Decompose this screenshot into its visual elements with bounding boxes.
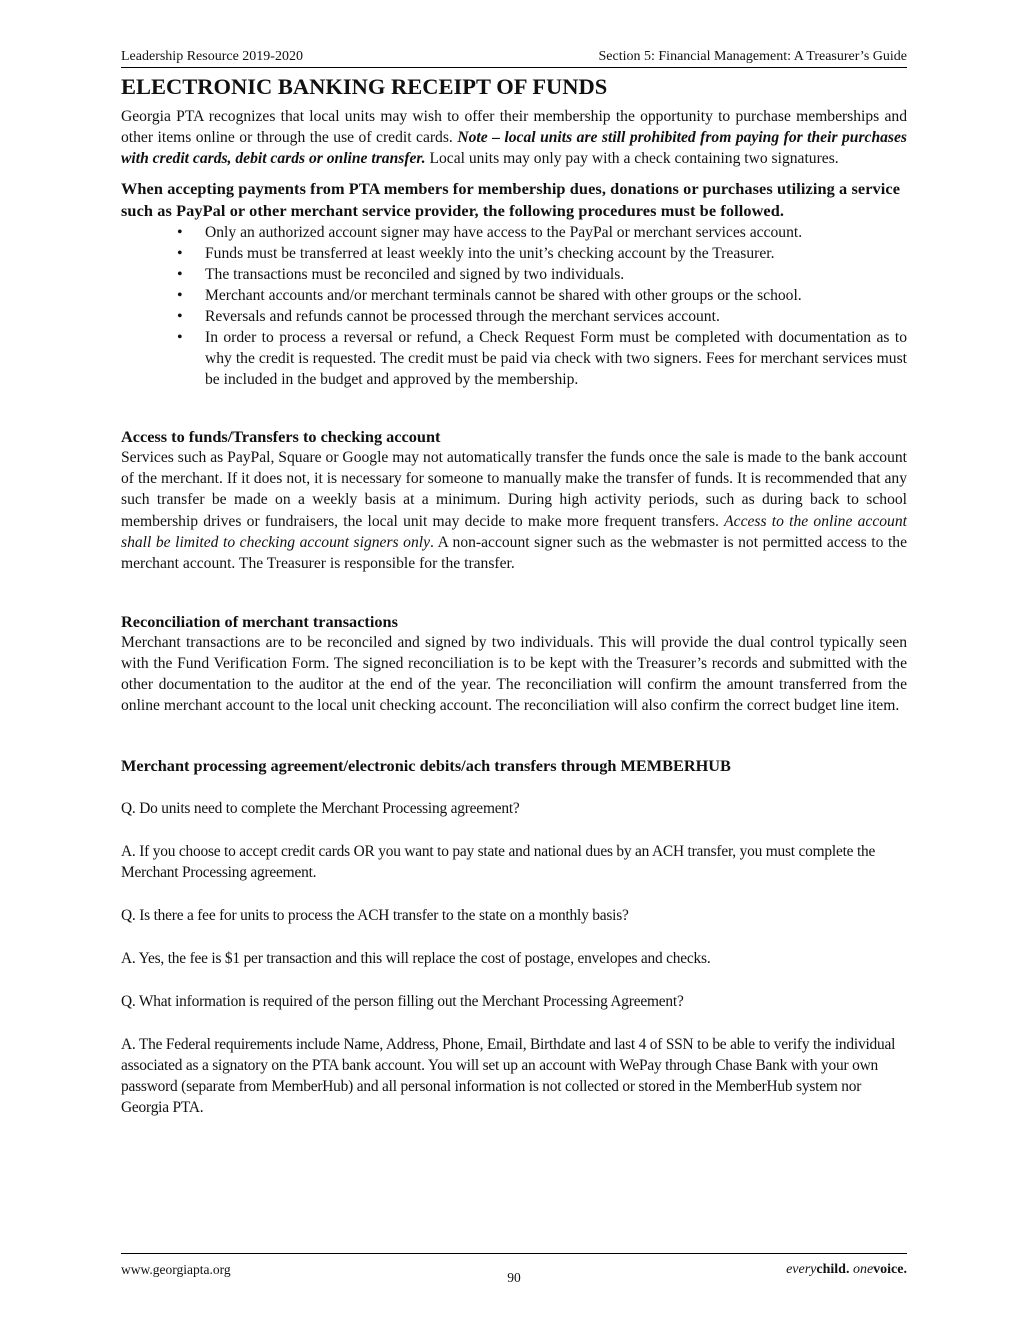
reconciliation-paragraph: Merchant transactions are to be reconciled and signed by two individuals. This will provide the dual control typically seen with the Fund Verification Form. The signed reconciliation is to be kept with the Treasurer’s records and submitted with the other documentation to the auditor at the end of the year. The reconciliation will confirm the amount transferred from the online merchant account to the local unit checking account. The reconciliation will also confirm the correct budget line item.: [121, 633, 907, 715]
slogan-part: every: [786, 1262, 817, 1277]
page-number: 90: [507, 1270, 521, 1285]
access-paragraph: [121, 447, 907, 574]
slogan-part: one: [849, 1262, 874, 1277]
header-left: Leadership Resource 2019-2020: [121, 49, 303, 64]
procedures-lead: When accepting payments from PTA members for membership dues, donations or purchases utilizing a service such as PayPal or other merchant service provider, the following procedures must be followed.: [121, 179, 901, 221]
intro-note: Note – local units are still prohibited from paying for their purchases with credit cards, debit cards or online transfer.: [121, 129, 907, 168]
list-item: • In order to process a reversal or refund, a Check Request Form must be completed with documentation as to why the credit is requested. The credit must be paid via check with two signers. Fees for merchant services must be included in the budget and approved by the membership.: [121, 327, 907, 390]
access-text-b: . A non-account signer such as the webmaster is not permitted access to the merchant account. The Treasurer is responsible for the transfer.: [121, 533, 907, 572]
faq-question: Q. What information is required of the person filling out the Merchant Processing Agreement?: [121, 993, 684, 1011]
page-footer: [121, 1253, 907, 1285]
footer-website-link[interactable]: www.georgiapta.org: [121, 1262, 231, 1277]
faq-question: Q. Do units need to complete the Merchant Processing agreement?: [121, 800, 520, 818]
header-right: Section 5: Financial Management: A Treasurer’s Guide: [598, 49, 907, 64]
list-item: • The transactions must be reconciled and signed by two individuals.: [121, 264, 907, 285]
access-heading: Access to funds/Transfers to checking account: [121, 427, 441, 447]
access-italic: Access to the online account shall be limited to checking account signers only: [121, 512, 907, 551]
page-title: ELECTRONIC BANKING RECEIPT OF FUNDS: [121, 74, 608, 99]
footer-slogan: [786, 1262, 907, 1278]
list-item: • Only an authorized account signer may have access to the PayPal or merchant services account.: [121, 222, 907, 243]
running-header: [121, 48, 907, 68]
access-text-a: Services such as PayPal, Square or Google may not automatically transfer the funds once the sale is made to the bank account of the merchant. If it does not, it is necessary for someone to manually make the transfer of funds. It is recommended that any such transfer be made on a weekly basis at a minimum. During high activity periods, such as during back to school membership drives or fundraisers, the local unit may decide to make more frequent transfers.: [121, 449, 907, 530]
intro-text-a: Georgia PTA recognizes that local units may wish to offer their membership the opportunity to purchase memberships and other items online or through the use of credit cards.: [121, 108, 907, 147]
reconciliation-heading: Reconciliation of merchant transactions: [121, 611, 398, 631]
faq-answer: A. Yes, the fee is $1 per transaction and this will replace the cost of postage, envelopes and checks.: [121, 950, 711, 968]
procedures-list: [121, 222, 907, 390]
list-item: • Merchant accounts and/or merchant terminals cannot be shared with other groups or the school.: [121, 285, 907, 306]
list-item: • Funds must be transferred at least weekly into the unit’s checking account by the Treasurer.: [121, 243, 907, 264]
intro-paragraph: [121, 106, 907, 169]
list-item: • Reversals and refunds cannot be processed through the merchant services account.: [121, 306, 907, 327]
document-page: [121, 48, 907, 1118]
intro-text-b: Local units may only pay with a check containing two signatures.: [425, 150, 839, 168]
faq-answer: A. If you choose to accept credit cards OR you want to pay state and national dues by an ACH transfer, you must complete the Merchant Processing agreement.: [121, 843, 876, 882]
slogan-part: child.: [816, 1262, 850, 1277]
faq-answer: A. The Federal requirements include Name, Address, Phone, Email, Birthdate and last 4 of SSN to be able to verify the individual associated as a signatory on the PTA bank account. You will set up an account with WePay through Chase Bank with your own password (separate from MemberHub) and all personal information is not collected or stored in the MemberHub system nor Georgia PTA.: [121, 1036, 896, 1117]
merchant-heading: Merchant processing agreement/electronic debits/ach transfers through MEMBERHUB: [121, 756, 731, 776]
slogan-part: voice.: [873, 1262, 907, 1277]
faq-question: Q. Is there a fee for units to process the ACH transfer to the state on a monthly basis?: [121, 907, 629, 925]
